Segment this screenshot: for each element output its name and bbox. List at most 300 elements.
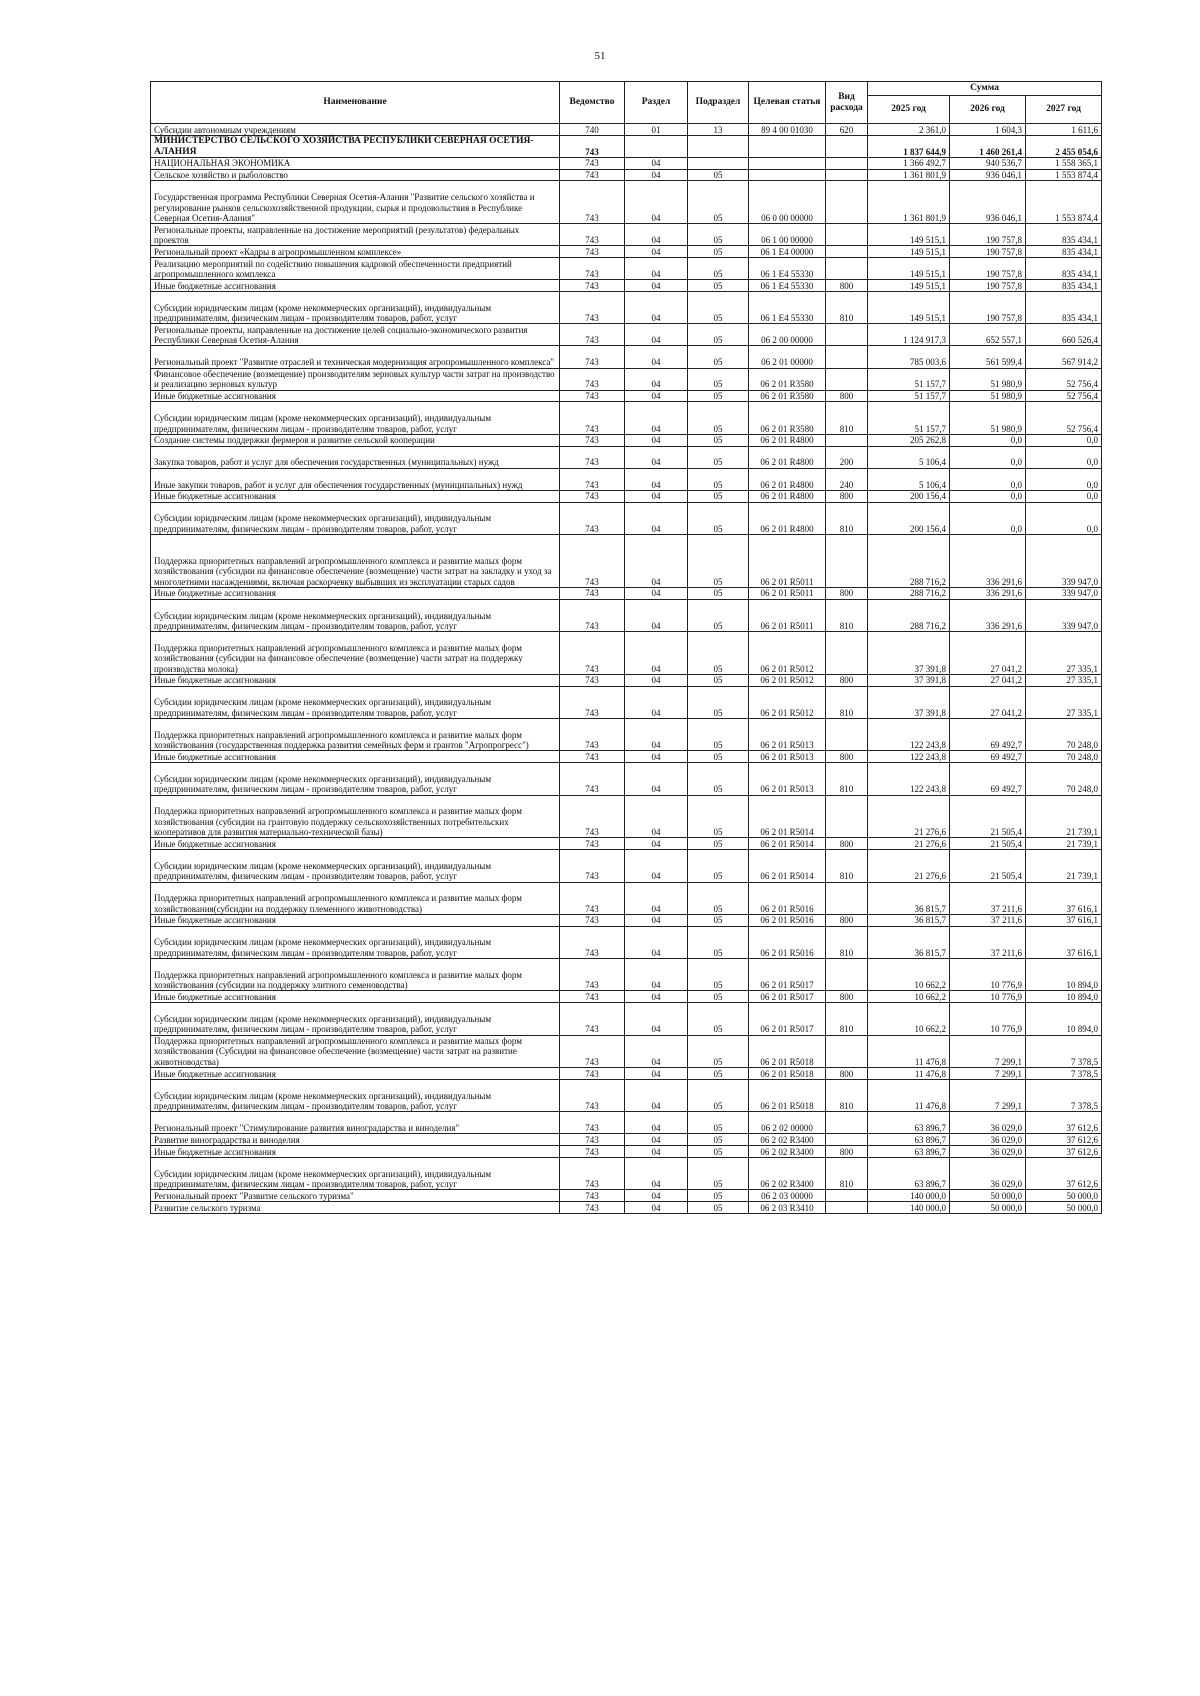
cell-expense-type <box>826 135 868 157</box>
cell-section: 04 <box>625 1079 688 1111</box>
cell-expense-type: 810 <box>826 926 868 958</box>
cell-department: 743 <box>560 751 625 763</box>
cell-subsection: 05 <box>688 751 749 763</box>
cell-department: 743 <box>560 368 625 390</box>
cell-subsection: 05 <box>688 991 749 1003</box>
cell-target-article: 06 2 02 R3400 <box>749 1157 826 1189</box>
cell-subsection: 05 <box>688 1112 749 1134</box>
cell-target-article: 06 2 01 R5012 <box>749 632 826 675</box>
cell-2027: 37 612,6 <box>1026 1112 1102 1134</box>
cell-expense-type <box>826 959 868 991</box>
table-body <box>151 124 1102 1214</box>
cell-2026: 36 029,0 <box>950 1157 1026 1189</box>
cell-target-article: 06 2 03 00000 <box>749 1190 826 1202</box>
cell-name: Закупка товаров, работ и услуг для обеспечения государственных (муниципальных) нужд <box>151 446 560 468</box>
header-department: Ведомство <box>560 82 625 124</box>
cell-2027: 10 894,0 <box>1026 991 1102 1003</box>
cell-section: 04 <box>625 1146 688 1158</box>
cell-2025: 21 276,6 <box>868 850 950 882</box>
cell-expense-type <box>826 258 868 280</box>
cell-2026: 51 980,9 <box>950 402 1026 434</box>
table-row <box>151 324 1102 346</box>
table-row <box>151 502 1102 534</box>
cell-2025: 5 106,4 <box>868 468 950 490</box>
cell-target-article: 06 2 01 R5014 <box>749 850 826 882</box>
cell-subsection: 05 <box>688 280 749 292</box>
cell-name: Поддержка приоритетных направлений агропромышленного комплекса и развитие малых форм хозяйствования (субсидии на финансовое обеспечение (возмещение) части затрат на поддержку производства молока) <box>151 632 560 675</box>
cell-subsection: 05 <box>688 324 749 346</box>
cell-target-article: 06 2 01 R3580 <box>749 402 826 434</box>
cell-expense-type <box>826 224 868 246</box>
table-row <box>151 468 1102 490</box>
cell-expense-type: 800 <box>826 674 868 686</box>
cell-name: Иные бюджетные ассигнования <box>151 991 560 1003</box>
cell-name: Развитие сельского туризма <box>151 1202 560 1214</box>
cell-section: 04 <box>625 446 688 468</box>
cell-2027: 7 378,5 <box>1026 1068 1102 1080</box>
page-number: 51 <box>594 50 606 62</box>
cell-department: 743 <box>560 882 625 914</box>
cell-2027: 37 612,6 <box>1026 1146 1102 1158</box>
cell-subsection <box>688 157 749 169</box>
cell-subsection: 05 <box>688 1134 749 1146</box>
cell-department: 743 <box>560 446 625 468</box>
table-row <box>151 674 1102 686</box>
header-expense-type: Вид расхода <box>826 82 868 124</box>
table-row <box>151 763 1102 795</box>
table-row <box>151 959 1102 991</box>
cell-2025: 149 515,1 <box>868 246 950 258</box>
cell-target-article: 89 4 00 01030 <box>749 124 826 136</box>
table-row <box>151 157 1102 169</box>
cell-department: 743 <box>560 502 625 534</box>
cell-department: 743 <box>560 1134 625 1146</box>
cell-2026: 561 599,4 <box>950 346 1026 368</box>
cell-subsection: 13 <box>688 124 749 136</box>
cell-2026: 936 046,1 <box>950 169 1026 181</box>
cell-department: 743 <box>560 1157 625 1189</box>
cell-subsection: 05 <box>688 490 749 502</box>
cell-section: 04 <box>625 959 688 991</box>
cell-subsection: 05 <box>688 719 749 751</box>
cell-2027: 52 756,4 <box>1026 368 1102 390</box>
cell-name: Развитие виноградарства и виноделия <box>151 1134 560 1146</box>
cell-subsection: 05 <box>688 959 749 991</box>
cell-target-article: 06 2 01 R5016 <box>749 914 826 926</box>
cell-2026: 51 980,9 <box>950 368 1026 390</box>
cell-2026: 1 604,3 <box>950 124 1026 136</box>
cell-expense-type: 800 <box>826 490 868 502</box>
cell-department: 743 <box>560 181 625 224</box>
cell-department: 743 <box>560 719 625 751</box>
cell-subsection: 05 <box>688 534 749 587</box>
cell-2027: 50 000,0 <box>1026 1190 1102 1202</box>
cell-target-article: 06 2 01 R5013 <box>749 751 826 763</box>
cell-2027: 37 612,6 <box>1026 1134 1102 1146</box>
cell-department: 743 <box>560 434 625 446</box>
cell-2026: 21 505,4 <box>950 838 1026 850</box>
table-row <box>151 1035 1102 1067</box>
cell-2027: 835 434,1 <box>1026 246 1102 258</box>
cell-2027: 339 947,0 <box>1026 534 1102 587</box>
cell-subsection: 05 <box>688 1003 749 1035</box>
table-row <box>151 587 1102 599</box>
cell-target-article: 06 2 01 R5013 <box>749 763 826 795</box>
cell-2025: 1 837 644,9 <box>868 135 950 157</box>
cell-department: 743 <box>560 280 625 292</box>
cell-department: 743 <box>560 587 625 599</box>
cell-expense-type <box>826 719 868 751</box>
cell-expense-type <box>826 1112 868 1134</box>
table-row <box>151 258 1102 280</box>
cell-target-article: 06 2 01 R5017 <box>749 991 826 1003</box>
table-row <box>151 280 1102 292</box>
cell-2025: 36 815,7 <box>868 882 950 914</box>
cell-expense-type: 800 <box>826 838 868 850</box>
cell-expense-type: 810 <box>826 402 868 434</box>
cell-subsection: 05 <box>688 434 749 446</box>
table-row <box>151 1079 1102 1111</box>
cell-name: Иные закупки товаров, работ и услуг для обеспечения государственных (муниципальных) нужд <box>151 468 560 490</box>
cell-section: 04 <box>625 246 688 258</box>
cell-department: 743 <box>560 402 625 434</box>
cell-name: Субсидии юридическим лицам (кроме некоммерческих организаций), индивидуальным предпринимателям, физическим лицам - производителям товаров, работ, услуг <box>151 926 560 958</box>
cell-expense-type <box>826 534 868 587</box>
cell-expense-type: 800 <box>826 587 868 599</box>
cell-department: 743 <box>560 246 625 258</box>
cell-2025: 5 106,4 <box>868 446 950 468</box>
cell-name: Иные бюджетные ассигнования <box>151 280 560 292</box>
cell-2027: 0,0 <box>1026 446 1102 468</box>
cell-department: 743 <box>560 1190 625 1202</box>
cell-section: 04 <box>625 1035 688 1067</box>
cell-2026: 69 492,7 <box>950 719 1026 751</box>
cell-name: Субсидии юридическим лицам (кроме некоммерческих организаций), индивидуальным предпринимателям, физическим лицам - производителям товаров, работ, услуг <box>151 763 560 795</box>
cell-subsection: 05 <box>688 1202 749 1214</box>
cell-expense-type <box>826 1035 868 1067</box>
table-row <box>151 1146 1102 1158</box>
cell-department: 743 <box>560 534 625 587</box>
cell-2025: 11 476,8 <box>868 1079 950 1111</box>
cell-target-article: 06 2 01 R5018 <box>749 1035 826 1067</box>
cell-department: 743 <box>560 763 625 795</box>
cell-name: Региональный проект "Развитие отраслей и техническая модернизация агропромышленного комплекса" <box>151 346 560 368</box>
table-row <box>151 838 1102 850</box>
cell-2027: 1 558 365,1 <box>1026 157 1102 169</box>
cell-name: Региональный проект "Развитие сельского туризма" <box>151 1190 560 1202</box>
cell-target-article: 06 2 01 R5018 <box>749 1079 826 1111</box>
cell-department: 743 <box>560 959 625 991</box>
cell-2027: 7 378,5 <box>1026 1035 1102 1067</box>
cell-2026: 10 776,9 <box>950 959 1026 991</box>
cell-2026: 36 029,0 <box>950 1146 1026 1158</box>
cell-name: Государственная программа Республики Северная Осетия-Алания "Развитие сельского хозяйства и регулирование рынков сельскохозяйственной продукции, сырья и продовольствия в Республике Северная Осетия-Алания" <box>151 181 560 224</box>
cell-2027: 37 616,1 <box>1026 882 1102 914</box>
cell-department: 743 <box>560 632 625 675</box>
cell-name: Иные бюджетные ассигнования <box>151 587 560 599</box>
cell-target-article: 06 2 01 R4800 <box>749 446 826 468</box>
cell-2026: 10 776,9 <box>950 1003 1026 1035</box>
cell-2027: 70 248,0 <box>1026 763 1102 795</box>
cell-target-article: 06 1 Е4 55330 <box>749 291 826 323</box>
cell-department: 743 <box>560 1202 625 1214</box>
cell-department: 743 <box>560 346 625 368</box>
cell-target-article: 06 2 01 R4800 <box>749 502 826 534</box>
cell-subsection: 05 <box>688 587 749 599</box>
cell-2026: 36 029,0 <box>950 1134 1026 1146</box>
cell-section: 04 <box>625 157 688 169</box>
cell-2025: 288 716,2 <box>868 534 950 587</box>
cell-2027: 52 756,4 <box>1026 402 1102 434</box>
cell-2026: 1 460 261,4 <box>950 135 1026 157</box>
cell-2026: 336 291,6 <box>950 534 1026 587</box>
cell-target-article: 06 2 01 R3580 <box>749 390 826 402</box>
cell-expense-type: 240 <box>826 468 868 490</box>
cell-section: 04 <box>625 468 688 490</box>
cell-name: Иные бюджетные ассигнования <box>151 390 560 402</box>
table-row <box>151 246 1102 258</box>
cell-section: 04 <box>625 346 688 368</box>
cell-2027: 0,0 <box>1026 502 1102 534</box>
cell-department: 743 <box>560 390 625 402</box>
cell-name: Иные бюджетные ассигнования <box>151 1146 560 1158</box>
cell-expense-type: 810 <box>826 686 868 718</box>
cell-name: Иные бюджетные ассигнования <box>151 674 560 686</box>
cell-expense-type: 620 <box>826 124 868 136</box>
cell-section: 04 <box>625 434 688 446</box>
cell-name: Поддержка приоритетных направлений агропромышленного комплекса и развитие малых форм хозяйствования (субсидии на финансовое обеспечение (возмещение) части затрат на закладку и уход за многолетними насаждениями, включая раскорчевку выбывших из эксплуатации старых садов <box>151 534 560 587</box>
cell-expense-type <box>826 882 868 914</box>
cell-2027: 0,0 <box>1026 434 1102 446</box>
cell-section: 04 <box>625 1134 688 1146</box>
table-row <box>151 686 1102 718</box>
cell-subsection: 05 <box>688 181 749 224</box>
cell-section: 04 <box>625 632 688 675</box>
cell-subsection: 05 <box>688 446 749 468</box>
cell-2025: 149 515,1 <box>868 258 950 280</box>
table-row <box>151 850 1102 882</box>
cell-target-article: 06 2 01 R4800 <box>749 490 826 502</box>
cell-subsection: 05 <box>688 169 749 181</box>
table-row <box>151 346 1102 368</box>
cell-name: Иные бюджетные ассигнования <box>151 838 560 850</box>
cell-department: 743 <box>560 291 625 323</box>
cell-subsection: 05 <box>688 795 749 838</box>
cell-target-article: 06 2 01 R3580 <box>749 368 826 390</box>
cell-section: 04 <box>625 1190 688 1202</box>
cell-2025: 11 476,8 <box>868 1068 950 1080</box>
cell-department: 743 <box>560 490 625 502</box>
cell-expense-type <box>826 324 868 346</box>
cell-2027: 27 335,1 <box>1026 632 1102 675</box>
cell-section: 04 <box>625 490 688 502</box>
cell-expense-type: 800 <box>826 1146 868 1158</box>
header-year-2027: 2027 год <box>1026 96 1102 124</box>
cell-section: 04 <box>625 914 688 926</box>
cell-name: Иные бюджетные ассигнования <box>151 751 560 763</box>
cell-2026: 69 492,7 <box>950 751 1026 763</box>
table-row <box>151 291 1102 323</box>
cell-name: Региональные проекты, направленные на достижение целей социально-экономического развития Республики Северная Осетия-Алания <box>151 324 560 346</box>
cell-expense-type: 800 <box>826 280 868 292</box>
cell-2025: 51 157,7 <box>868 390 950 402</box>
cell-expense-type: 810 <box>826 1003 868 1035</box>
cell-2025: 37 391,8 <box>868 674 950 686</box>
cell-2027: 21 739,1 <box>1026 795 1102 838</box>
cell-2027: 660 526,4 <box>1026 324 1102 346</box>
cell-expense-type <box>826 632 868 675</box>
cell-section: 04 <box>625 850 688 882</box>
cell-section: 04 <box>625 368 688 390</box>
cell-name: Иные бюджетные ассигнования <box>151 914 560 926</box>
cell-subsection: 05 <box>688 246 749 258</box>
cell-2027: 70 248,0 <box>1026 719 1102 751</box>
table-row <box>151 534 1102 587</box>
cell-2026: 190 757,8 <box>950 258 1026 280</box>
header-subsection: Подраздел <box>688 82 749 124</box>
cell-expense-type: 810 <box>826 291 868 323</box>
cell-department: 743 <box>560 1003 625 1035</box>
cell-section: 04 <box>625 838 688 850</box>
cell-target-article: 06 2 01 R5017 <box>749 959 826 991</box>
cell-target-article: 06 2 01 R5013 <box>749 719 826 751</box>
cell-name: Поддержка приоритетных направлений агропромышленного комплекса и развитие малых форм хозяйствования (Субсидии на финансовое обеспечение (возмещение) части затрат на развитие животноводства) <box>151 1035 560 1067</box>
cell-2025: 149 515,1 <box>868 280 950 292</box>
cell-2027: 10 894,0 <box>1026 959 1102 991</box>
cell-2027: 52 756,4 <box>1026 390 1102 402</box>
cell-department: 743 <box>560 686 625 718</box>
cell-expense-type: 200 <box>826 446 868 468</box>
cell-target-article: 06 2 01 R5017 <box>749 1003 826 1035</box>
cell-name: Субсидии юридическим лицам (кроме некоммерческих организаций), индивидуальным предпринимателям, физическим лицам - производителям товаров, работ, услуг <box>151 291 560 323</box>
cell-expense-type <box>826 795 868 838</box>
cell-section: 04 <box>625 258 688 280</box>
cell-2025: 149 515,1 <box>868 224 950 246</box>
cell-2026: 190 757,8 <box>950 291 1026 323</box>
table-row <box>151 1190 1102 1202</box>
table-row <box>151 1068 1102 1080</box>
cell-section: 04 <box>625 1112 688 1134</box>
table-row <box>151 1202 1102 1214</box>
cell-section: 04 <box>625 751 688 763</box>
cell-department: 743 <box>560 795 625 838</box>
cell-expense-type: 810 <box>826 502 868 534</box>
cell-2026: 936 046,1 <box>950 181 1026 224</box>
cell-subsection: 05 <box>688 838 749 850</box>
cell-expense-type: 810 <box>826 1157 868 1189</box>
cell-subsection: 05 <box>688 674 749 686</box>
cell-2025: 1 366 492,7 <box>868 157 950 169</box>
header-sum: Сумма <box>868 82 1102 96</box>
cell-name: Региональный проект «Кадры в агропромышленном комплексе» <box>151 246 560 258</box>
cell-2026: 50 000,0 <box>950 1202 1026 1214</box>
cell-section: 04 <box>625 1068 688 1080</box>
cell-department: 743 <box>560 1035 625 1067</box>
table-row <box>151 751 1102 763</box>
cell-target-article: 06 1 Е4 55330 <box>749 258 826 280</box>
cell-2027: 1 553 874,4 <box>1026 181 1102 224</box>
cell-2025: 2 361,0 <box>868 124 950 136</box>
cell-department: 743 <box>560 914 625 926</box>
cell-subsection: 05 <box>688 468 749 490</box>
cell-target-article: 06 2 01 R4800 <box>749 434 826 446</box>
cell-2026: 69 492,7 <box>950 763 1026 795</box>
cell-department: 743 <box>560 157 625 169</box>
cell-target-article: 06 2 01 R5011 <box>749 587 826 599</box>
cell-subsection: 05 <box>688 390 749 402</box>
cell-target-article: 06 2 02 R3400 <box>749 1146 826 1158</box>
cell-2026: 27 041,2 <box>950 632 1026 675</box>
cell-target-article: 06 2 01 R5011 <box>749 534 826 587</box>
cell-name: Финансовое обеспечение (возмещение) производителям зерновых культур части затрат на производство и реализацию зерновых культур <box>151 368 560 390</box>
cell-department: 743 <box>560 838 625 850</box>
table-row <box>151 1112 1102 1134</box>
cell-subsection: 05 <box>688 1146 749 1158</box>
cell-2027: 27 335,1 <box>1026 674 1102 686</box>
cell-2025: 10 662,2 <box>868 991 950 1003</box>
cell-2026: 37 211,6 <box>950 882 1026 914</box>
cell-2026: 37 211,6 <box>950 914 1026 926</box>
cell-2025: 140 000,0 <box>868 1190 950 1202</box>
cell-2025: 122 243,8 <box>868 719 950 751</box>
cell-target-article: 06 2 01 R5016 <box>749 926 826 958</box>
cell-2025: 21 276,6 <box>868 795 950 838</box>
cell-target-article: 06 1 Е4 00000 <box>749 246 826 258</box>
cell-expense-type <box>826 434 868 446</box>
cell-subsection: 05 <box>688 914 749 926</box>
cell-expense-type <box>826 1134 868 1146</box>
cell-target-article: 06 2 02 R3400 <box>749 1134 826 1146</box>
cell-department: 743 <box>560 324 625 346</box>
cell-section: 04 <box>625 291 688 323</box>
cell-2026: 7 299,1 <box>950 1035 1026 1067</box>
cell-subsection: 05 <box>688 402 749 434</box>
cell-section: 04 <box>625 324 688 346</box>
cell-target-article: 06 2 01 R5011 <box>749 599 826 631</box>
cell-section: 04 <box>625 587 688 599</box>
cell-expense-type: 810 <box>826 763 868 795</box>
cell-expense-type <box>826 169 868 181</box>
cell-2025: 37 391,8 <box>868 632 950 675</box>
cell-2027: 21 739,1 <box>1026 838 1102 850</box>
cell-2026: 27 041,2 <box>950 674 1026 686</box>
cell-2026: 190 757,8 <box>950 246 1026 258</box>
cell-2025: 1 361 801,9 <box>868 181 950 224</box>
cell-subsection: 05 <box>688 1035 749 1067</box>
cell-subsection: 05 <box>688 1079 749 1111</box>
cell-name: Субсидии юридическим лицам (кроме некоммерческих организаций), индивидуальным предпринимателям, физическим лицам - производителям товаров, работ, услуг <box>151 599 560 631</box>
cell-subsection: 05 <box>688 850 749 882</box>
cell-2026: 50 000,0 <box>950 1190 1026 1202</box>
table-row <box>151 1003 1102 1035</box>
cell-name: Поддержка приоритетных направлений агропромышленного комплекса и развитие малых форм хозяйствования(субсидии на поддержку племенного животноводства) <box>151 882 560 914</box>
cell-name: НАЦИОНАЛЬНАЯ ЭКОНОМИКА <box>151 157 560 169</box>
cell-department: 743 <box>560 1079 625 1111</box>
cell-2027: 37 616,1 <box>1026 914 1102 926</box>
cell-target-article: 06 2 01 R5018 <box>749 1068 826 1080</box>
cell-target-article: 06 0 00 00000 <box>749 181 826 224</box>
cell-2027: 37 612,6 <box>1026 1157 1102 1189</box>
cell-2026: 940 536,7 <box>950 157 1026 169</box>
cell-department: 743 <box>560 169 625 181</box>
cell-2025: 21 276,6 <box>868 838 950 850</box>
cell-section: 04 <box>625 674 688 686</box>
cell-2027: 70 248,0 <box>1026 751 1102 763</box>
cell-2025: 10 662,2 <box>868 1003 950 1035</box>
cell-2026: 51 980,9 <box>950 390 1026 402</box>
table-row <box>151 719 1102 751</box>
cell-name: Поддержка приоритетных направлений агропромышленного комплекса и развитие малых форм хозяйствования (государственная поддержка развития семейных ферм и грантов "Агропрогресс") <box>151 719 560 751</box>
